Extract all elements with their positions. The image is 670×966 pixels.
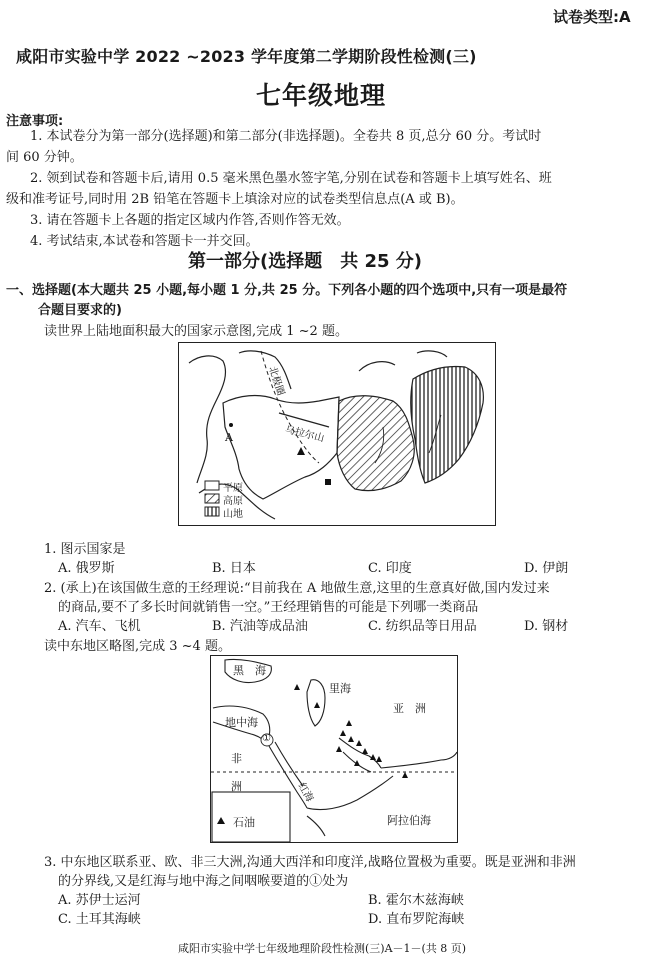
notice-line: 2. 领到试卷和答题卡后,请用 0.5 毫米黑色墨水签字笔,分别在试卷和答题卡上填写姓名、班	[30, 171, 552, 186]
q3-stem-line2: 的分界线,又是红海与地中海之间咽喉要道的①处为	[58, 874, 349, 889]
label-africa-1: 非	[231, 752, 242, 765]
q3-option-b[interactable]: B. 霍尔木兹海峡	[368, 893, 464, 908]
label-arctic-circle: 北极圈	[266, 365, 286, 398]
subject-title: 七年级地理	[256, 81, 387, 110]
legend-plain: 平原	[223, 483, 243, 494]
part1-title: 第一部分(选择题 共 25 分)	[188, 251, 423, 272]
notice-line: 级和准考证号,同时用 2B 铅笔在答题卡上填涂对应的试卷类型信息点(A 或 B)。	[6, 192, 464, 207]
map-middle-east	[210, 655, 458, 843]
legend-plateau: 高原	[223, 496, 243, 507]
q1-option-a[interactable]: A. 俄罗斯	[58, 561, 115, 576]
label-africa-2: 洲	[231, 780, 242, 793]
legend-mountain: 山地	[223, 509, 243, 520]
city-marker	[325, 479, 331, 485]
q2-option-a[interactable]: A. 汽车、飞机	[58, 619, 141, 634]
label-red-sea: 红海	[295, 781, 316, 804]
label-ural-mountains: 乌拉尔山	[283, 424, 326, 445]
page-footer: 咸阳市实验中学七年级地理阶段性检测(三)A－1－(共 8 页)	[178, 942, 467, 955]
q1-option-b[interactable]: B. 日本	[212, 561, 256, 576]
q2-option-b[interactable]: B. 汽油等成品油	[212, 619, 308, 634]
label-arabian-sea: 阿拉伯海	[387, 814, 431, 827]
notice-line: 1. 本试卷分为第一部分(选择题)和第二部分(非选择题)。全卷共 8 页,总分 60 分。考试时	[30, 129, 542, 144]
label-marker-1: ①	[262, 733, 271, 744]
notice-list	[6, 126, 666, 252]
section1-line2: 合题目要求的)	[38, 303, 122, 318]
q1-option-d[interactable]: D. 伊朗	[524, 561, 569, 576]
intro-q3-4: 读中东地区略图,完成 3 ~4 题。	[44, 639, 231, 654]
paper-type: 试卷类型:A	[553, 8, 631, 26]
q2-option-c[interactable]: C. 纺织品等日用品	[368, 619, 477, 634]
legend-oil: 石油	[233, 816, 255, 829]
q1-option-c[interactable]: C. 印度	[368, 561, 412, 576]
q3-option-a[interactable]: A. 苏伊士运河	[58, 893, 141, 908]
q3-option-c[interactable]: C. 土耳其海峡	[58, 912, 141, 927]
oil-markers	[294, 684, 408, 778]
label-mediterranean: 地中海	[225, 716, 258, 729]
q2-stem-line2: 的商品,要不了多长时间就销售一空。”王经理销售的可能是下列哪一类商品	[58, 600, 479, 615]
notice-line: 4. 考试结束,本试卷和答题卡一并交回。	[30, 234, 259, 249]
label-caspian-sea: 里海	[329, 682, 351, 695]
notice-heading: 注意事项:	[6, 114, 64, 129]
notice-line: 3. 请在答题卡上各题的指定区域内作答,否则作答无效。	[30, 213, 350, 228]
section1-line1: 一、选择题(本大题共 25 小题,每小题 1 分,共 25 分。下列各小题的四个选项中,只有一项是最符	[6, 283, 568, 298]
q3-stem-line1: 3. 中东地区联系亚、欧、非三大洲,沟通大西洋和印度洋,战略位置极为重要。既是亚洲和非洲	[44, 855, 576, 870]
notice-line: 间 60 分钟。	[6, 150, 83, 165]
header-title: 咸阳市实验中学 2022 ~2023 学年度第二学期阶段性检测(三)	[16, 47, 477, 66]
label-asia: 亚 洲	[393, 702, 426, 715]
label-black-sea: 黑 海	[233, 664, 266, 677]
intro-q1-2: 读世界上陆地面积最大的国家示意图,完成 1 ~2 题。	[44, 324, 348, 339]
q1-stem: 1. 图示国家是	[44, 542, 126, 557]
q3-option-d[interactable]: D. 直布罗陀海峡	[368, 912, 465, 927]
map-russia	[178, 342, 496, 526]
q2-stem-line1: 2. (承上)在该国做生意的王经理说:“目前我在 A 地做生意,这里的生意真好做,国内发过来	[44, 581, 550, 596]
label-point-a: A	[225, 431, 233, 444]
q2-option-d[interactable]: D. 钢材	[524, 619, 569, 634]
